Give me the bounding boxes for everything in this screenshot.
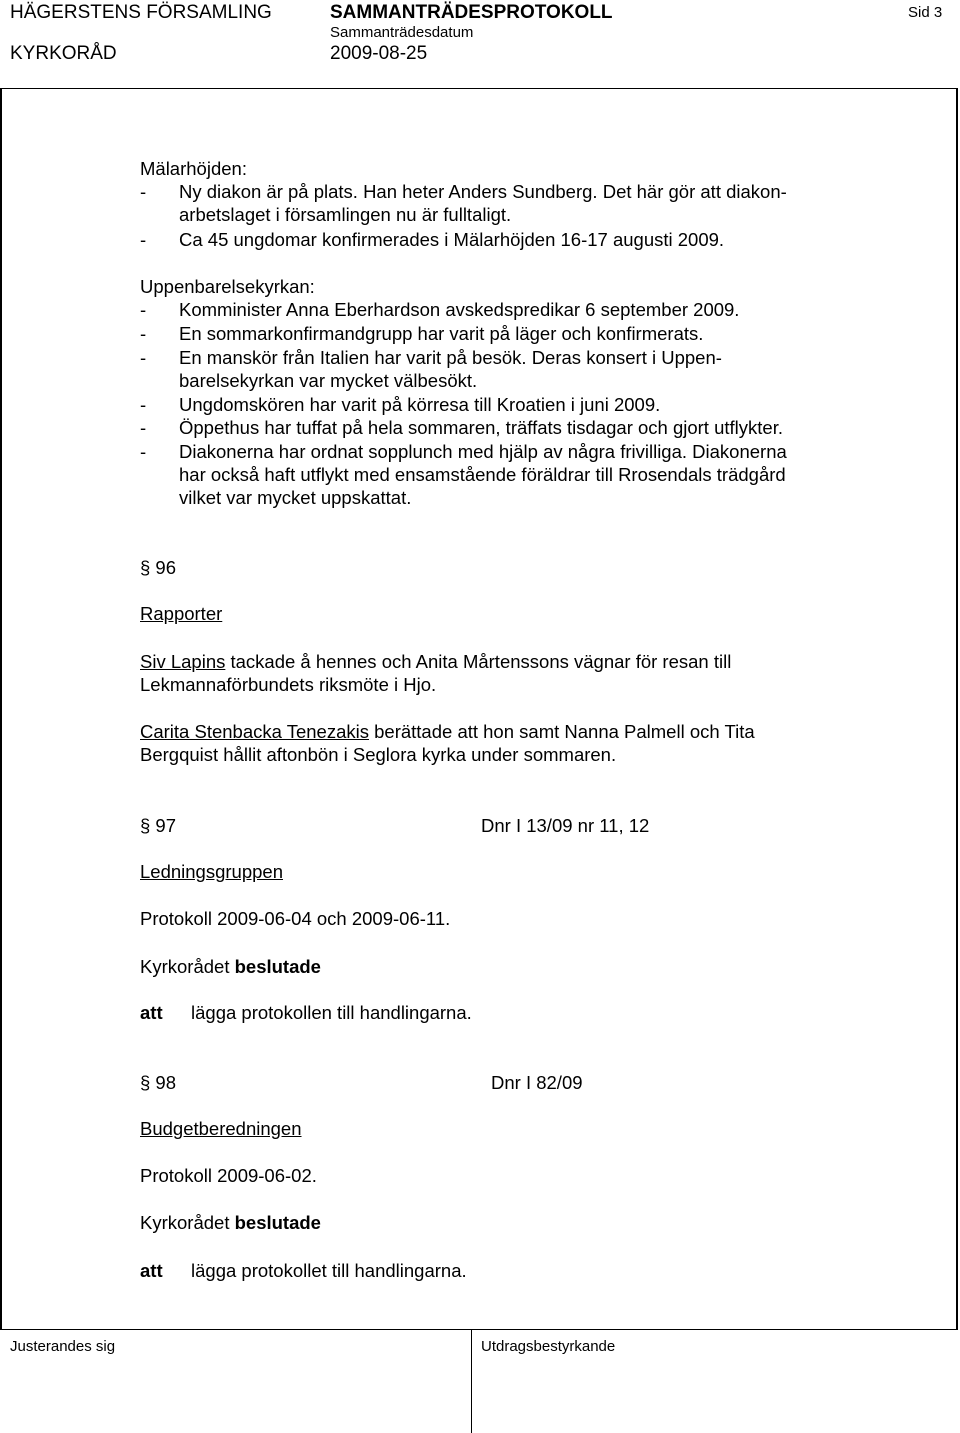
report-text: tackade å hennes och Anita Mårtenssons vägnar för resan till <box>225 651 732 672</box>
list-dash: - <box>140 181 147 202</box>
frame-left-border <box>0 89 2 1329</box>
report-text: berättade att hon samt Nanna Palmell och Tita <box>368 721 755 742</box>
list-item-line: Komminister Anna Eberhardson avskedspredikar 6 september 2009. <box>179 299 740 320</box>
page-number: Sid 3 <box>908 4 943 21</box>
paragraph-number-96: § 96 <box>140 557 177 578</box>
report-paragraph-1 <box>140 650 731 673</box>
list-item-line: barelsekyrkan var mycket välbesökt. <box>179 370 478 391</box>
decision-text-97: lägga protokollen till handlingarna. <box>191 1002 472 1023</box>
list-item-line: har också haft utflykt med ensamstående föräldrar till Rrosendals trädgård <box>179 464 786 485</box>
document-type: SAMMANTRÄDESPROTOKOLL <box>330 2 613 23</box>
header-rule <box>0 88 958 89</box>
certification-label: Utdragsbestyrkande <box>481 1338 616 1355</box>
list-dash: - <box>140 299 147 320</box>
diary-number-97: Dnr I 13/09 nr 11, 12 <box>481 815 650 836</box>
meeting-date-label: Sammanträdesdatum <box>330 24 474 41</box>
report-paragraph-2 <box>140 720 755 743</box>
list-item-line: Ca 45 ungdomar konfirmerades i Mälarhöjden 16-17 augusti 2009. <box>179 229 725 250</box>
list-item-line: Öppethus har tuffat på hela sommaren, träffats tisdagar och gjort utflykter. <box>179 417 783 438</box>
signature-label: Justerandes sig <box>10 1338 116 1355</box>
paragraph-number-98: § 98 <box>140 1072 177 1093</box>
footer-rule <box>0 1329 958 1330</box>
list-item-line: En sommarkonfirmandgrupp har varit på läger och konfirmerats. <box>179 323 704 344</box>
section-title-uppenbarelsekyrkan: Uppenbarelsekyrkan: <box>140 276 315 297</box>
person-name: Carita Stenbacka Tenezakis <box>140 721 369 742</box>
list-dash: - <box>140 417 147 438</box>
paragraph-title-ledningsgruppen: Ledningsgruppen <box>140 861 283 882</box>
frame-right-border <box>956 89 958 1329</box>
report-paragraph-1-line2: Lekmannaförbundets riksmöte i Hjo. <box>140 674 437 695</box>
decision-text-98: lägga protokollet till handlingarna. <box>191 1260 467 1281</box>
person-name: Siv Lapins <box>140 651 226 672</box>
decision-body: Kyrkorådet <box>140 1212 230 1233</box>
list-dash: - <box>140 441 147 462</box>
diary-number-98: Dnr I 82/09 <box>491 1072 583 1093</box>
section-title-malarhojden: Mälarhöjden: <box>140 158 247 179</box>
decision-heading-97 <box>140 955 321 978</box>
list-item-line: arbetslaget i församlingen nu är fulltaligt. <box>179 204 512 225</box>
organization-name: HÄGERSTENS FÖRSAMLING <box>10 2 272 23</box>
list-dash: - <box>140 323 147 344</box>
report-paragraph-2-line2: Bergquist hållit aftonbön i Seglora kyrka under sommaren. <box>140 744 617 765</box>
list-item-line: Ungdomskören har varit på körresa till Kroatien i juni 2009. <box>179 394 661 415</box>
att-label-97: att <box>140 1002 163 1023</box>
decision-verb: beslutade <box>229 1212 321 1233</box>
meeting-date: 2009-08-25 <box>330 43 428 64</box>
decision-heading-98 <box>140 1211 321 1234</box>
decision-body: Kyrkorådet <box>140 956 230 977</box>
list-item-line: Ny diakon är på plats. Han heter Anders Sundberg. Det här gör att diakon- <box>179 181 787 202</box>
paragraph-title-budgetberedningen: Budgetberedningen <box>140 1118 302 1139</box>
list-item-line: Diakonerna har ordnat sopplunch med hjälp av några frivilliga. Diakonerna <box>179 441 787 462</box>
protocol-reference-97: Protokoll 2009-06-04 och 2009-06-11. <box>140 908 451 929</box>
list-dash: - <box>140 347 147 368</box>
list-dash: - <box>140 394 147 415</box>
footer-divider <box>471 1329 472 1433</box>
decision-verb: beslutade <box>229 956 321 977</box>
protocol-reference-98: Protokoll 2009-06-02. <box>140 1165 317 1186</box>
body-name: KYRKORÅD <box>10 43 117 64</box>
paragraph-number-97: § 97 <box>140 815 177 836</box>
list-item-line: En manskör från Italien har varit på besök. Deras konsert i Uppen- <box>179 347 722 368</box>
list-dash: - <box>140 229 147 250</box>
att-label-98: att <box>140 1260 163 1281</box>
list-item-line: vilket var mycket uppskattat. <box>179 487 412 508</box>
paragraph-title-rapporter: Rapporter <box>140 603 223 624</box>
